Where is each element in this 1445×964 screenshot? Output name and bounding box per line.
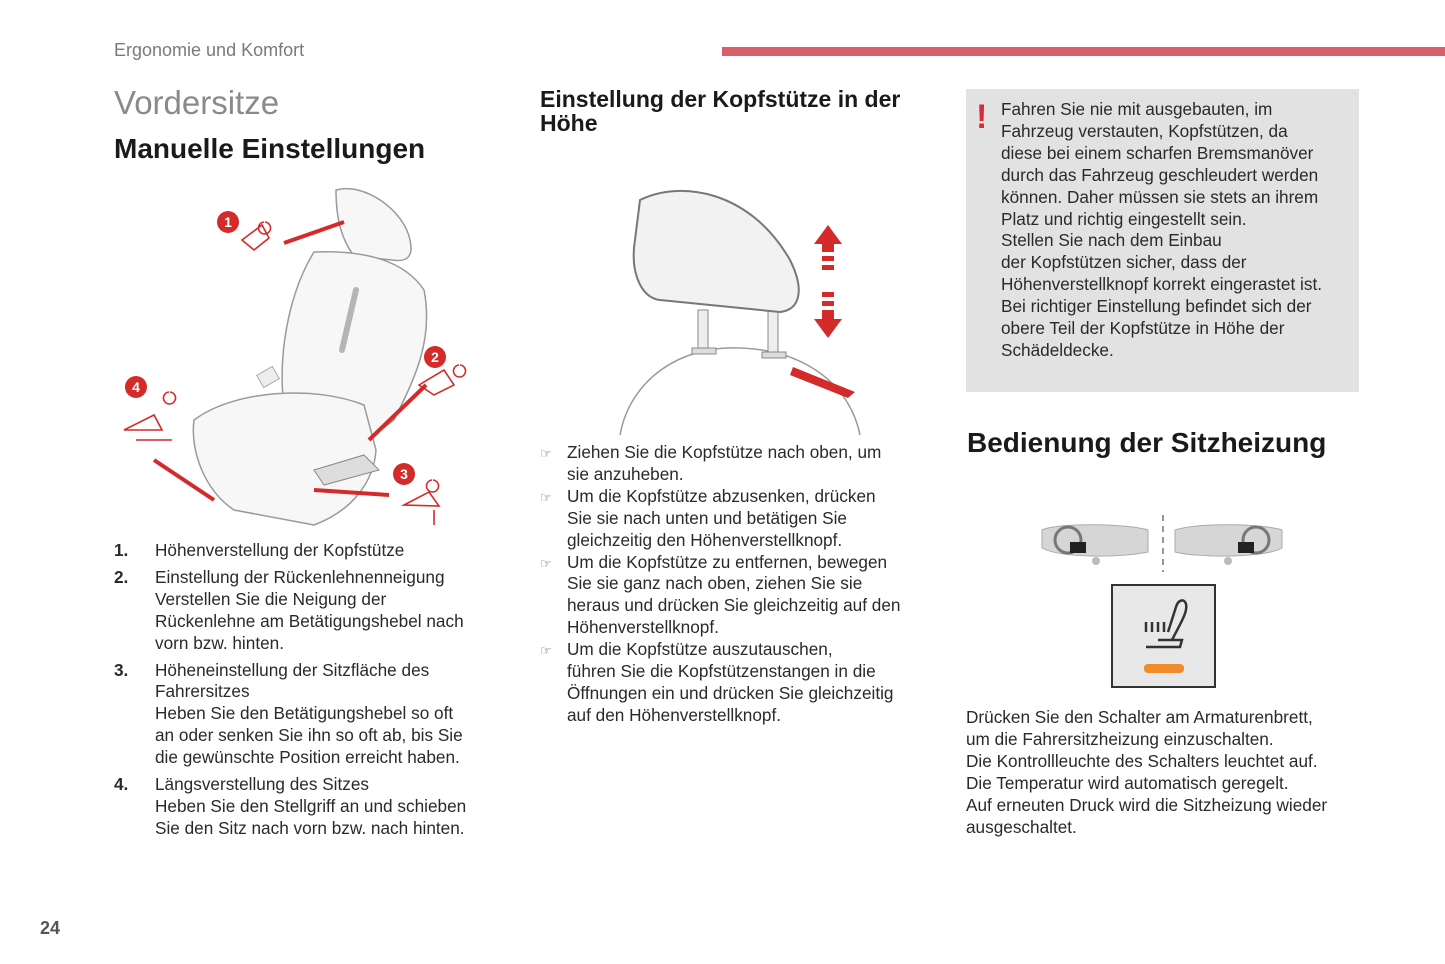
pointing-hand-icon: ☞ <box>540 446 552 461</box>
pointing-hand-icon: ☞ <box>540 555 552 571</box>
bullet-line: Öffnungen ein und drücken Sie gleichzeitig <box>567 682 894 703</box>
callout-4-label: 4 <box>132 379 140 395</box>
bullet-line: Sie sie nach unten und betätigen Sie <box>567 507 847 528</box>
header-accent-bar <box>722 47 1445 56</box>
callout-1-label: 1 <box>224 214 232 230</box>
list-item <box>540 442 935 486</box>
text-line: um die Fahrersitzheizung einzuschalten. <box>966 728 1274 749</box>
list-item <box>540 552 935 640</box>
item-line: Heben Sie den Stellgriff an und schieben <box>155 795 467 816</box>
item-number: 4. <box>114 774 129 795</box>
item-line: Verstellen Sie die Neigung der <box>155 588 387 609</box>
icon-person-headrest <box>242 222 271 250</box>
seat-cushion-shape <box>193 393 376 525</box>
section-label: Ergonomie und Komfort <box>114 40 305 60</box>
text-line: Die Kontrollleuchte des Schalters leuchtet auf. <box>966 750 1318 771</box>
text-line: Drücken Sie den Schalter am Armaturenbrett, <box>966 707 1313 727</box>
warning-line: können. Daher müssen sie stets an ihrem <box>1001 186 1319 207</box>
indicator-light <box>1144 664 1184 673</box>
seat-heating-illustration <box>1040 512 1285 692</box>
headrest-cushion <box>634 191 799 312</box>
warning-line: Höhenverstellknopf korrekt eingerastet ist. <box>1001 274 1322 295</box>
item-line: Höheneinstellung der Sitzfläche des <box>155 659 430 680</box>
icon-person-slide <box>124 392 176 440</box>
warning-line: Stellen Sie nach dem Einbau <box>1001 230 1222 251</box>
up-down-arrows <box>814 225 842 338</box>
item-line: vorn bzw. hinten. <box>155 632 284 653</box>
item-line: Längsverstellung des Sitzes <box>155 774 370 795</box>
heading-headrest-height: Einstellung der Kopfstütze in der Höhe <box>540 86 901 136</box>
bullet-line: Höhenverstellknopf. <box>567 617 719 638</box>
bullet-line: gleichzeitig den Höhenverstellknopf. <box>567 529 843 550</box>
bullet-line: Sie sie ganz nach oben, ziehen Sie sie <box>567 573 863 594</box>
bullet-line: Um die Kopfstütze auszutauschen, <box>567 639 833 660</box>
bullet-line: heraus und drücken Sie gleichzeitig auf den <box>567 595 901 616</box>
list-item <box>114 660 504 770</box>
gear-knob-icon <box>1224 557 1232 565</box>
item-line: die gewünschte Position erreicht haben. <box>155 747 460 768</box>
icon-person-recline <box>419 365 466 395</box>
pointer-arrow-button <box>790 367 855 398</box>
warning-line: Fahren Sie nie mit ausgebauten, im <box>1001 99 1273 119</box>
item-line: Heben Sie den Betätigungshebel so oft <box>155 703 454 724</box>
adjustment-list <box>114 540 504 845</box>
item-number: 1. <box>114 540 129 560</box>
seat-heating-text <box>966 707 1366 838</box>
rod-guide-right <box>762 352 786 358</box>
belt-buckle <box>257 366 280 387</box>
headrest-illustration <box>600 180 870 435</box>
warning-text <box>1001 99 1357 362</box>
seat-adjustment-illustration <box>114 180 504 535</box>
dashboard-outline-lhd <box>1042 525 1148 556</box>
warning-line: Fahrzeug verstauten, Kopfstützen, da <box>1001 120 1288 141</box>
item-line: Fahrersitzes <box>155 681 250 702</box>
page-title: Vordersitze <box>114 84 280 121</box>
bullet-line: führen Sie die Kopfstützenstangen in die <box>567 661 876 682</box>
gear-knob-icon <box>1092 557 1100 565</box>
item-number: 3. <box>114 659 129 680</box>
switch-location-marker <box>1238 542 1254 553</box>
warning-line: diese bei einem scharfen Bremsmanöver <box>1001 142 1314 163</box>
item-line: an oder senken Sie ihn so oft ab, bis Sie <box>155 725 463 746</box>
warning-line: Platz und richtig eingestellt sein. <box>1001 208 1247 229</box>
warning-line: durch das Fahrzeug geschleudert werden <box>1001 164 1319 185</box>
text-line: Die Temperatur wird automatisch geregelt. <box>966 772 1289 793</box>
headrest-rod-right <box>768 310 778 355</box>
seat-back-top <box>620 348 860 435</box>
arrow-down-icon <box>814 310 842 338</box>
callout-2-label: 2 <box>431 349 439 365</box>
text-line: Auf erneuten Druck wird die Sitzheizung wieder <box>966 794 1328 815</box>
callout-3-label: 3 <box>400 466 408 482</box>
page-number: 24 <box>40 918 61 938</box>
pointing-hand-icon: ☞ <box>540 489 552 505</box>
item-line: Rückenlehne am Betätigungshebel nach <box>155 610 464 631</box>
dashboard-right-hand-drive <box>1175 525 1282 565</box>
bullet-line: Um die Kopfstütze abzusenken, drücken <box>567 485 876 506</box>
list-item <box>114 540 504 562</box>
item-line: Sie den Sitz nach vorn bzw. nach hinten. <box>155 817 465 838</box>
warning-line: der Kopfstützen sicher, dass der <box>1001 252 1247 273</box>
heading-manual-settings: Manuelle Einstellungen <box>114 133 426 164</box>
headrest-rod-left <box>698 310 708 352</box>
list-item <box>114 774 504 840</box>
list-item <box>540 486 935 552</box>
warning-line: obere Teil der Kopfstütze in Höhe der <box>1001 318 1285 339</box>
bullet-line: Ziehen Sie die Kopfstütze nach oben, um <box>567 442 882 462</box>
list-item <box>540 639 935 727</box>
heading-seat-heating: Bedienung der Sitzheizung <box>967 427 1327 458</box>
headrest-shape <box>336 189 411 261</box>
warning-line: Bei richtiger Einstellung befindet sich der <box>1001 296 1312 317</box>
dashboard-left-hand-drive <box>1042 525 1148 565</box>
item-line: Höhenverstellung der Kopfstütze <box>155 540 405 560</box>
dashboard-outline-rhd <box>1175 525 1282 556</box>
item-line: Einstellung der Rückenlehnenneigung <box>155 566 445 587</box>
pointer-line-1 <box>284 222 344 243</box>
pointing-hand-icon: ☞ <box>540 643 552 659</box>
list-item <box>114 567 504 655</box>
text-line: ausgeschaltet. <box>966 816 1077 837</box>
rod-guide-left <box>692 348 716 354</box>
icon-person-height <box>404 480 439 525</box>
arrow-up-icon <box>814 225 842 252</box>
headrest-instructions <box>540 442 935 727</box>
bullet-line: auf den Höhenverstellknopf. <box>567 704 782 725</box>
bullet-line: Um die Kopfstütze zu entfernen, bewegen <box>567 551 888 572</box>
item-number: 2. <box>114 566 129 587</box>
switch-location-marker <box>1070 542 1086 553</box>
warning-icon: ! <box>976 98 988 136</box>
bullet-line: sie anzuheben. <box>567 463 684 484</box>
warning-line: Schädeldecke. <box>1001 339 1114 360</box>
